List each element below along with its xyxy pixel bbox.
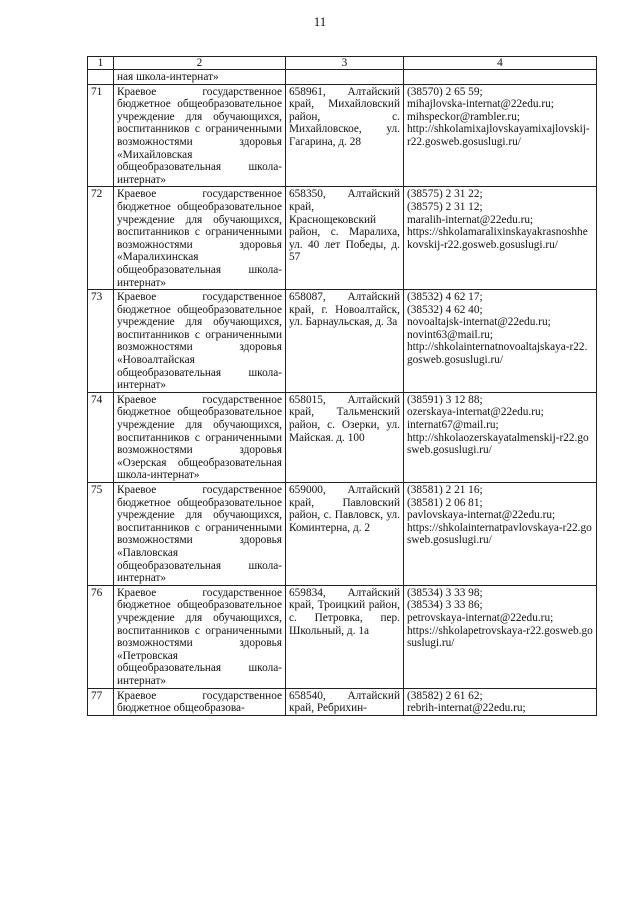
table-row: [88, 585, 597, 688]
contact-line: https://shkolainternatpavlovskaya-r22.gosweb.gosuslugi.ru/: [407, 521, 592, 547]
institution-name-cell: Краевое государственное бюджетное общеобразовательное учреждение для обучающихся, воспитанников с ограниченными возможностями здоровья «Петровская общеобразовательная школа-интернат»: [114, 585, 286, 688]
table-row: [88, 483, 597, 586]
institution-name-cell: Краевое государственное бюджетное общеобразовательное учреждение для обучающихся, воспитанников с ограниченными возможностями здоровья «Озерская общеобразовательная школа-интернат»: [114, 392, 286, 482]
contact-line: https://shkolamaralixinskayakrasnoshhekovskij-r22.gosweb.gosuslugi.ru/: [407, 226, 588, 251]
contacts-cell: [404, 585, 597, 688]
contact-line: http://shkolamixajlovskayamixajlovskij-r22.gosweb.gosuslugi.ru/: [407, 123, 590, 148]
contacts-cell: [404, 290, 597, 393]
row-number-cell: 77: [88, 688, 114, 715]
address-cell: 658087, Алтайский край, г. Новоалтайск, ул. Барнаульская, д. 3а: [286, 290, 404, 393]
continuation-address-cell: [286, 70, 404, 85]
contact-line: (38575) 2 31 12;: [407, 200, 483, 213]
continuation-contacts-cell: [404, 70, 597, 85]
continuation-num-cell: [88, 70, 114, 85]
row-number-cell: 73: [88, 290, 114, 393]
row-number-cell: 76: [88, 585, 114, 688]
row-number-cell: 71: [88, 84, 114, 187]
institution-name-cell: Краевое государственное бюджетное общеобразовательное учреждение для обучающихся, воспитанников с ограниченными возможностями здоровья «Михайловская общеобразовательная школа-интернат»: [114, 84, 286, 187]
contact-line: mihajlovska-internat@22edu.ru;: [407, 98, 554, 111]
continuation-name-cell: ная школа-интернат»: [114, 70, 286, 85]
institution-name-cell: Краевое государственное бюджетное общеобразовательное учреждение для обучающихся, воспитанников с ограниченными возможностями здоровья «Маралихинская общеобразовательная школа-интернат»: [114, 187, 286, 290]
header-cell-4: 4: [404, 57, 597, 70]
contacts-cell: [404, 187, 597, 290]
contact-line: novint63@mail.ru;: [407, 328, 494, 341]
address-cell: 658961, Алтайский край, Михайловский район, с. Михайловское, ул. Гагарина, д. 28: [286, 84, 404, 187]
address-cell: 658015, Алтайский край, Тальменский район, с. Озерки, ул. Майская. д. 100: [286, 392, 404, 482]
contacts-cell: [404, 84, 597, 187]
contact-line: maralih-internat@22edu.ru;: [407, 213, 534, 226]
contact-line: (38591) 3 12 88;: [407, 393, 483, 406]
contact-line: (38582) 2 61 62;: [407, 689, 483, 702]
contacts-cell: [404, 392, 597, 482]
header-cell-3: 3: [286, 57, 404, 70]
contact-line: http://shkolaozerskayatalmenskij-r22.gosweb.gosuslugi.ru/: [407, 431, 589, 457]
contact-line: (38534) 3 33 86;: [407, 599, 483, 612]
contacts-cell: [404, 483, 597, 586]
page-number: 11: [313, 14, 327, 29]
table-row: [88, 688, 597, 715]
contact-line: pavlovskaya-internat@22edu.ru;: [407, 509, 556, 522]
contact-line: https://shkolapetrovskaya-r22.gosweb.gosuslugi.ru/: [407, 624, 593, 650]
contact-line: (38575) 2 31 22;: [407, 188, 483, 201]
table-header-row: [88, 57, 597, 70]
contact-line: (38570) 2 65 59;: [407, 85, 483, 98]
contact-line: novoaltajsk-internat@22edu.ru;: [407, 316, 551, 329]
header-cell-1: 1: [88, 57, 114, 70]
table-body: [88, 57, 597, 716]
contact-line: petrovskaya-internat@22edu.ru;: [407, 611, 554, 624]
contact-line: (38532) 4 62 17;: [407, 291, 483, 304]
institution-name-cell: Краевое государственное бюджетное общеобразовательное учреждение для обучающихся, воспитанников с ограниченными возможностями здоровья «Павловская общеобразовательная школа-интернат»: [114, 483, 286, 586]
table-row: [88, 84, 597, 187]
contact-line: ozerskaya-internat@22edu.ru;: [407, 406, 544, 419]
contacts-cell: [404, 688, 597, 715]
contact-line: (38532) 4 62 40;: [407, 303, 483, 316]
header-cell-2: 2: [114, 57, 286, 70]
table-row: [88, 290, 597, 393]
address-cell: 658540, Алтайский край, Ребрихин-: [286, 688, 404, 715]
contact-line: rebrih-internat@22edu.ru;: [407, 702, 526, 715]
row-number-cell: 74: [88, 392, 114, 482]
institution-name-cell: Краевое государственное бюджетное общеобразова-: [114, 688, 286, 715]
institution-name-cell: Краевое государственное бюджетное общеобразовательное учреждение для обучающихся, воспитанников с ограниченными возможностями здоровья «Новоалтайская общеобразовательная школа-интернат»: [114, 290, 286, 393]
address-cell: 659834, Алтайский край, Троицкий район, с. Петровка, пер. Школьный, д. 1а: [286, 585, 404, 688]
row-number-cell: 72: [88, 187, 114, 290]
contact-line: mihspeckor@rambler.ru;: [407, 110, 520, 123]
address-cell: 659000, Алтайский край, Павловский район, с. Павловск, ул. Коминтерна, д. 2: [286, 483, 404, 586]
address-cell: 658350, Алтайский край, Краснощековский район, с. Маралиха, ул. 40 лет Победы, д. 57: [286, 187, 404, 290]
contact-line: http://shkolainternatnovoaltajskaya-r22.gosweb.gosuslugi.ru/: [407, 341, 588, 367]
table-row: [88, 187, 597, 290]
continuation-row: [88, 70, 597, 85]
row-number-cell: 75: [88, 483, 114, 586]
contact-line: internat67@mail.ru;: [407, 419, 499, 432]
table-row: [88, 392, 597, 482]
contact-line: (38581) 2 21 16;: [407, 484, 483, 496]
contact-line: (38581) 2 06 81;: [407, 496, 483, 509]
contact-line: (38534) 3 33 98;: [407, 586, 483, 599]
institutions-table: [87, 56, 597, 716]
